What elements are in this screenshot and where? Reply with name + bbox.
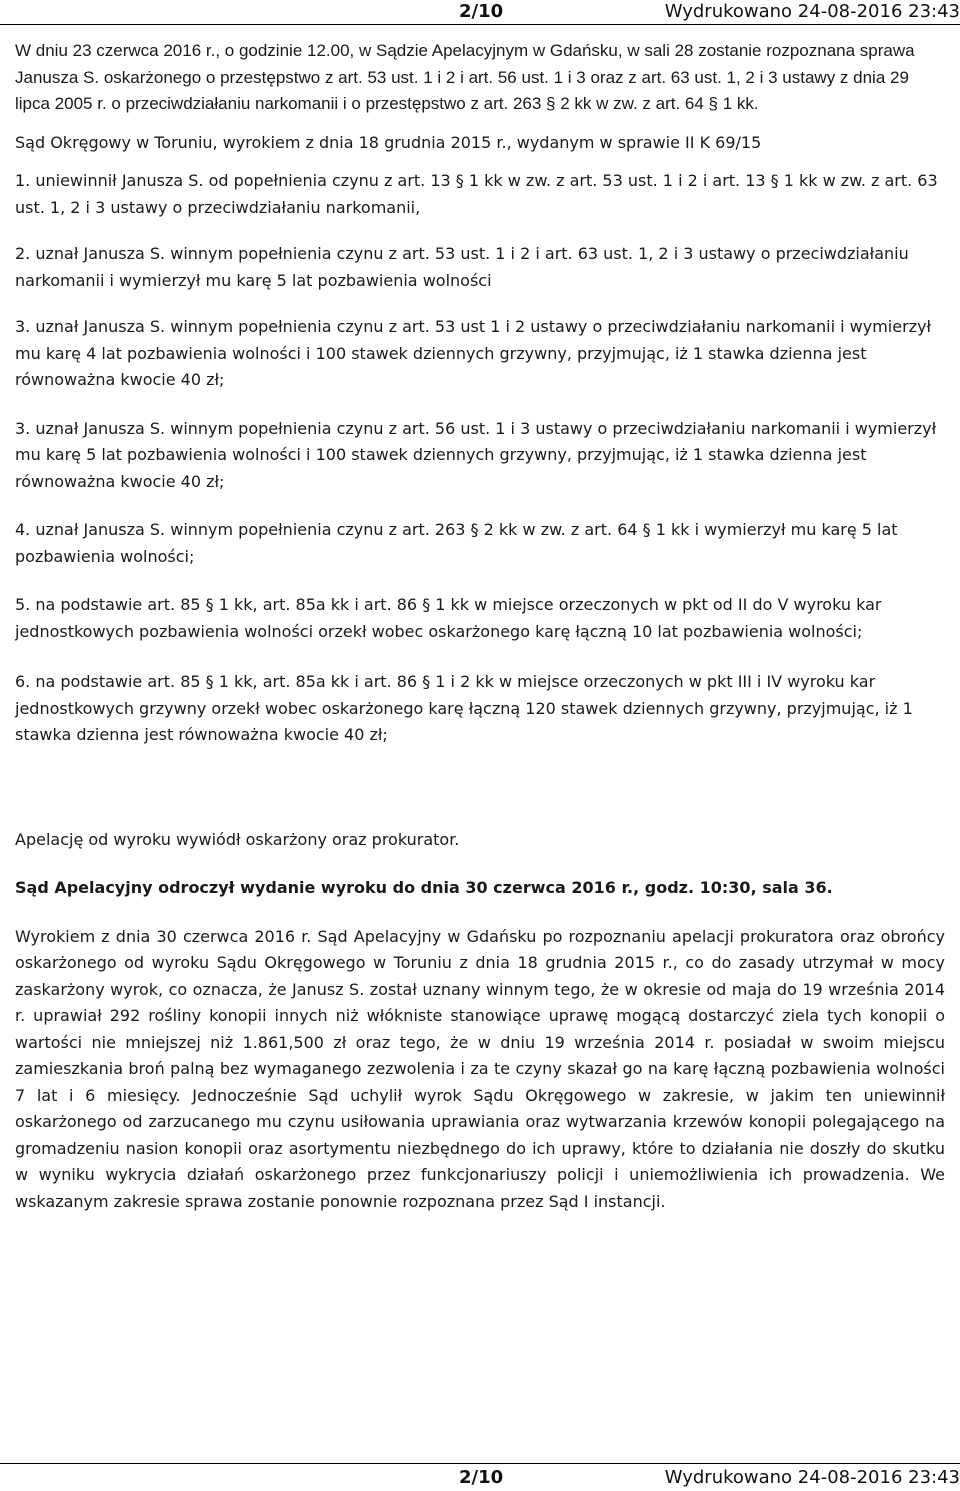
page-header	[0, 0, 960, 24]
verdict-point-3a: 3. uznał Janusza S. winnym popełnienia czynu z art. 53 ust 1 i 2 ustawy o przeciwdziałaniu narkomanii i wymierzył mu karę 4 lat pozbawienia wolności i 100 stawek dziennych grzywny, przyjmując, iż 1 stawka dzienna jest równoważna kwocie 40 zł;	[15, 317, 932, 389]
document-body	[15, 38, 945, 1215]
verdict-point-4: 4. uznał Janusza S. winnym popełnienia czynu z art. 263 § 2 kk w zw. z art. 64 § 1 kk i wymierzył mu karę 5 lat pozbawienia wolności;	[15, 520, 898, 566]
page-number: 2/10	[459, 1, 504, 22]
page-footer	[0, 1466, 960, 1490]
printed-timestamp: Wydrukowano 24-08-2016 23:43	[664, 1, 960, 22]
intro-paragraph: W dniu 23 czerwca 2016 r., o godzinie 12.00, w Sądzie Apelacyjnym w Gdańsku, w sali 28 zostanie rozpoznana sprawa Janusza S. oskarżonego o przestępstwo z art. 53 ust. 1 i 2 i art. 56 ust. 1 i 3 oraz z art. 63 ust. 1, 2 i 3 ustawy z dnia 29 lipca 2005 r. o przeciwdziałaniu narkomanii i o przestępstwo z art. 263 § 2 kk w zw. z art. 64 § 1 kk.	[15, 41, 915, 113]
verdict-point-3b: 3. uznał Janusza S. winnym popełnienia czynu z art. 56 ust. 1 i 3 ustawy o przeciwdziałaniu narkomanii i wymierzył mu karę 5 lat pozbawienia wolności i 100 stawek dziennych grzywny, przyjmując, iż 1 stawka dzienna jest równoważna kwocie 40 zł;	[15, 418, 937, 491]
verdict-point-1: 1. uniewinnił Janusza S. od popełnienia czynu z art. 13 § 1 kk w zw. z art. 53 ust. 1 i 2 i art. 13 § 1 kk w zw. z art. 63 ust. 1, 2 i 3 ustawy o przeciwdziałaniu narkomanii,	[15, 171, 938, 217]
appeal-paragraph: Apelację od wyroku wywiódł oskarżony oraz prokurator.	[15, 829, 460, 849]
appeal-verdict-paragraph: Wyrokiem z dnia 30 czerwca 2016 r. Sąd Apelacyjny w Gdańsku po rozpoznaniu apelacji prokuratora oraz obrońcy oskarżonego od wyroku Sądu Okręgowego w Toruniu z dnia 18 grudnia 2015 r., co do zasady utrzymał w mocy zaskarżony wyrok, co oznacza, że Janusz S. został uznany winnym tego, że w okresie od maja do 19 września 2014 r. uprawiał 292 rośliny konopii innych niż włókniste stanowiące uprawę mogącą dostarczyć ziela tych konopii o wartości nie mniejszej niż 1.861,500 zł oraz tego, że w dniu 19 września 2014 r. posiadał w swoim miejscu zamieszkania broń palną bez wymaganego zezwolenia i za te czyny skazał go na karę łączną pozbawienia wolności 7 lat i 6 miesięcy. Jednocześnie Sąd uchylił wyrok Sądu Okręgowego w zakresie, w jakim ten uniewinnił oskarżonego od zarzucanego mu czynu usiłowania uprawiania oraz wytwarzania krzewów konopii polegającego na gromadzeniu nasion konopii oraz asortymentu niezbędnego do ich uprawy, które to działania nie doszły do skutku w wyniku wykrycia działań oskarżonego przez funkcjonariuszy policji i uniemożliwienia ich prowadzenia. We wskazanym zakresie sprawa zostanie ponownie rozpoznana przez Sąd I instancji.	[15, 926, 945, 1211]
verdict-point-6: 6. na podstawie art. 85 § 1 kk, art. 85a kk i art. 86 § 1 i 2 kk w miejsce orzeczonych w pkt III i IV wyroku kar jednostkowych grzywny orzekł wobec oskarżonego karę łączną 120 stawek dziennych grzywny, przyjmując, iż 1 stawka dzienna jest równoważna kwocie 40 zł;	[15, 672, 913, 744]
page-number: 2/10	[459, 1467, 504, 1488]
footer-divider	[0, 1463, 960, 1464]
verdict-point-5: 5. na podstawie art. 85 § 1 kk, art. 85a kk i art. 86 § 1 kk w miejsce orzeczonych w pkt od II do V wyroku kar jednostkowych pozbawienia wolności orzekł wobec oskarżonego karę łączną 10 lat pozbawienia wolności;	[15, 595, 882, 641]
header-divider	[0, 24, 960, 25]
lower-court-paragraph: Sąd Okręgowy w Toruniu, wyrokiem z dnia 18 grudnia 2015 r., wydanym w sprawie II K 69/15	[15, 132, 762, 152]
verdict-point-2: 2. uznał Janusza S. winnym popełnienia czynu z art. 53 ust. 1 i 2 i art. 63 ust. 1, 2 i 3 ustawy o przeciwdziałaniu narkomanii i wymierzył mu karę 5 lat pozbawienia wolności	[15, 244, 909, 290]
adjournment-paragraph: Sąd Apelacyjny odroczył wydanie wyroku do dnia 30 czerwca 2016 r., godz. 10:30, sala 36.	[15, 878, 833, 897]
printed-timestamp: Wydrukowano 24-08-2016 23:43	[664, 1467, 960, 1488]
